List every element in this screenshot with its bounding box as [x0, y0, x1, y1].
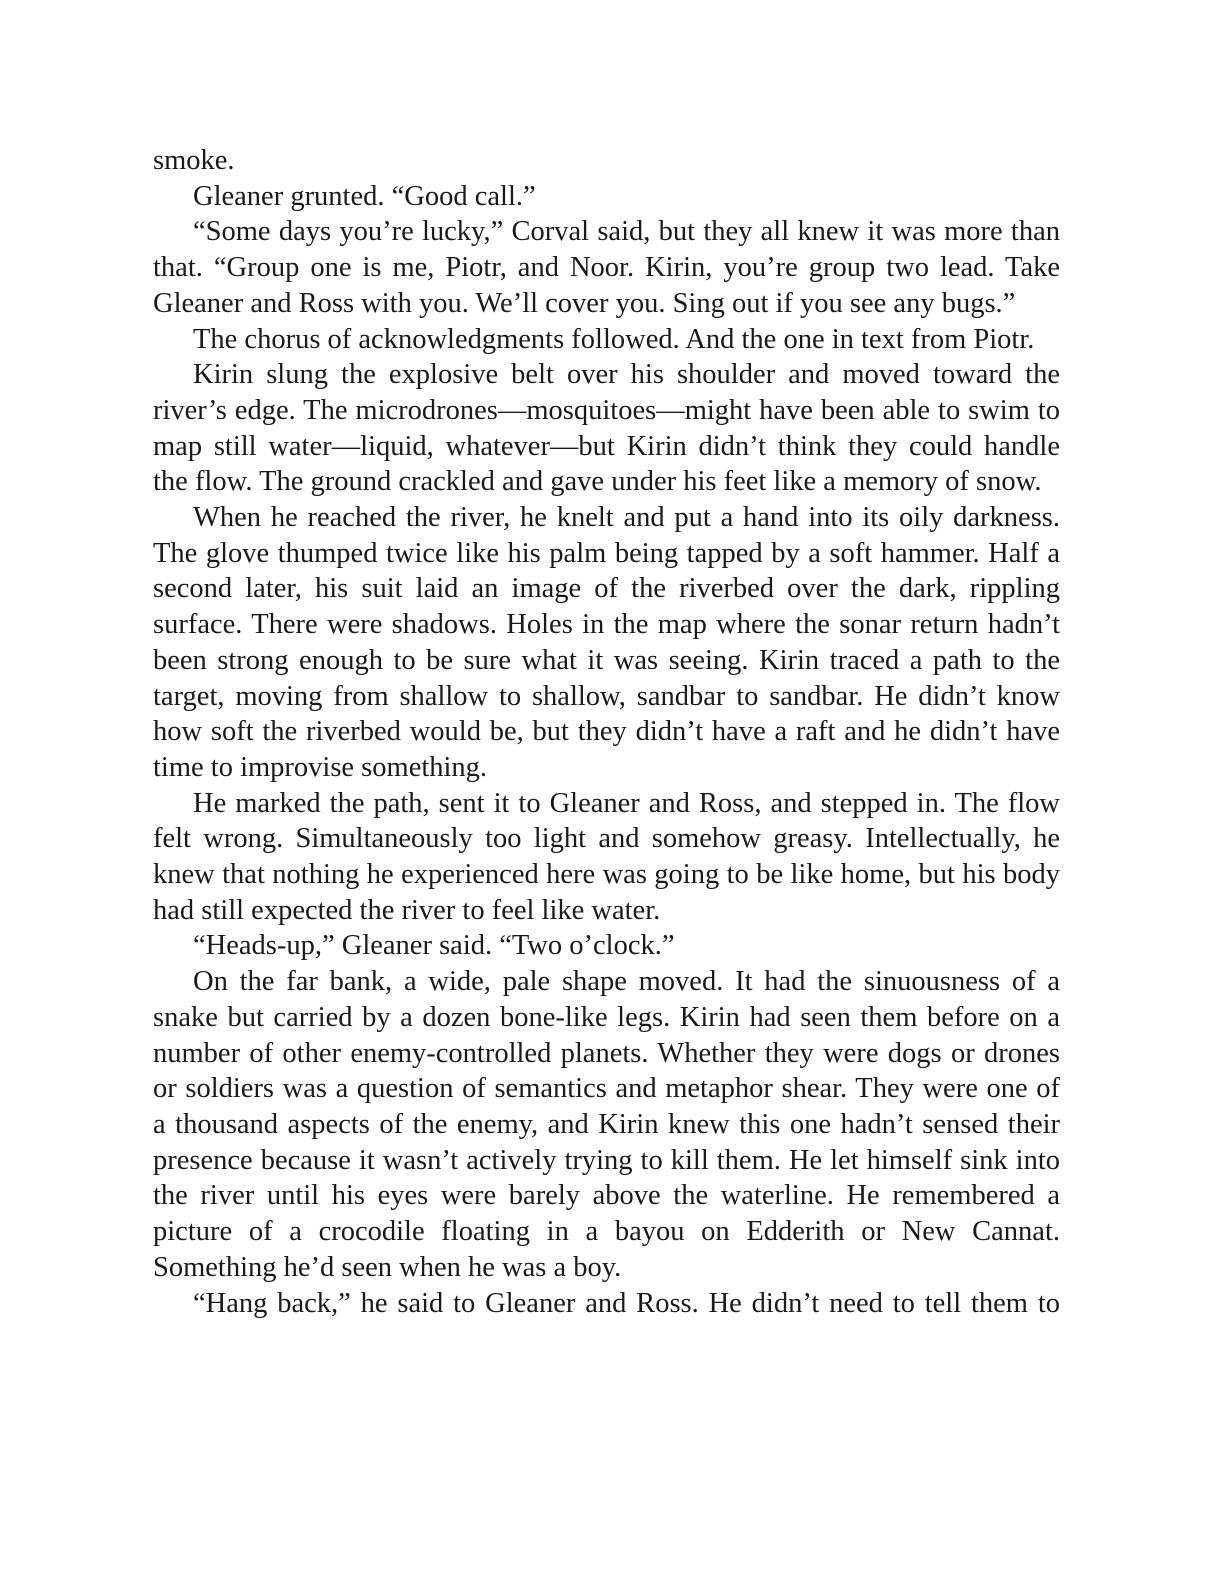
paragraph-last-line-continues: “Hang back,” he said to Gleaner and Ross. He didn’t need to tell them to	[193, 1287, 1060, 1319]
paragraph: Gleaner grunted. “Good call.”	[193, 180, 536, 212]
paragraph: When he reached the river, he knelt and put a hand into its oily darkness. The glove thumped twice like his palm being tapped by a soft hammer. Half a second later, his suit laid an image of the riverbed over the dark, rippling surface. There were shadows. Holes in the map where the sonar return hadn’t been strong enough to be sure what it was seeing. Kirin traced a path to the target, moving from shallow to shallow, sandbar to sandbar. He didn’t know how soft the riverbed would be, but they didn’t have a raft and he didn’t have time to improvise something.	[153, 502, 1060, 783]
paragraph: Kirin slung the explosive belt over his shoulder and moved toward the river’s edge. The microdrones—mosquitoes—might have been able to swim to map still water—liquid, whatever—but Kirin didn’t think they could handle the flow. The ground crackled and gave under his feet like a memory of snow.	[153, 359, 1060, 498]
paragraph: “Some days you’re lucky,” Corval said, but they all knew it was more than that. “Group one is me, Piotr, and Noor. Kirin, you’re group two lead. Take Gleaner and Ross with you. We’ll cover you. Sing out if you see any bugs.”	[153, 216, 1060, 319]
paragraph: He marked the path, sent it to Gleaner and Ross, and stepped in. The flow felt wrong. Simultaneously too light and somehow greasy. Intellectually, he knew that nothing he experienced here was going to be like home, but his body had still expected the river to feel like water.	[153, 787, 1060, 926]
paragraph: “Heads-up,” Gleaner said. “Two o’clock.”	[193, 930, 675, 962]
paragraph: On the far bank, a wide, pale shape moved. It had the sinuousness of a snake but carried by a dozen bone-like legs. Kirin had seen them before on a number of other enemy-controlled planets. Whether they were dogs or drones or soldiers was a question of semantics and metaphor shear. They were one of a thousand aspects of the enemy, and Kirin knew this one hadn’t sensed their presence because it wasn’t actively trying to kill them. He let himself sink into the river until his eyes were barely above the waterline. He remembered a picture of a crocodile floating in a bayou on Edderith or New Cannat. Something he’d seen when he was a boy.	[153, 966, 1060, 1283]
paragraph-continuation: smoke.	[153, 145, 235, 176]
paragraph: The chorus of acknowledgments followed. And the one in text from Piotr.	[193, 323, 1035, 355]
page-body	[153, 143, 1060, 1321]
